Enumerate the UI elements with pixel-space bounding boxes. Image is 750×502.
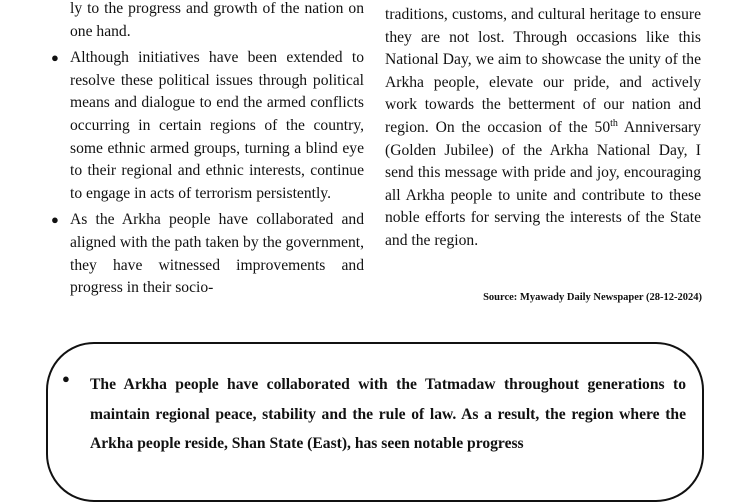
list-item [50,47,364,205]
right-column [385,4,701,253]
bullet-text: Although initiatives have been extended to resolve these political issues through political means and dialogue to end the armed conflicts occurring in certain regions of the country, some ethnic armed groups, turning a blind eye to their regional and ethnic interests, continue to engage in acts of terrorism persistently. [70,49,364,202]
bullet-icon: ● [51,212,59,228]
bullet-text: As the Arkha people have collaborated and aligned with the path taken by the government, they have witnessed improvements and progress in their socio- [70,211,364,297]
ordinal-superscript: th [610,117,618,129]
left-continuation-text: ly to the progress and growth of the nation on one hand. [70,0,364,40]
source-citation: Source: Myawady Daily Newspaper (28-12-2024) [483,292,702,303]
highlight-box-text: The Arkha people have collaborated with the Tatmadaw throughout generations to maintain regional peace, stability and the rule of law. As a result, the region where the Arkha people reside, Shan State (East), has seen notable progress [90,376,686,452]
left-bullet-list [50,47,364,300]
list-item [50,209,364,299]
bullet-icon: ● [62,371,70,386]
bullet-icon: ● [51,50,59,66]
right-paragraph-part2: Anniversary (Golden Jubilee) of the Arkha National Day, I send this message with pride and joy, encouraging all Arkha people to unite and contribute to these noble efforts for serving the interests of the State and the region. [385,118,701,249]
right-paragraph [385,4,701,253]
left-column [50,0,364,304]
right-paragraph-part1: traditions, customs, and cultural heritage to ensure they are not lost. Through occasions like this National Day, we aim to showcase the unity of the Arkha people, elevate our pride, and actively work towards the betterment of our nation and region. On the occasion of the 50 [385,6,701,136]
